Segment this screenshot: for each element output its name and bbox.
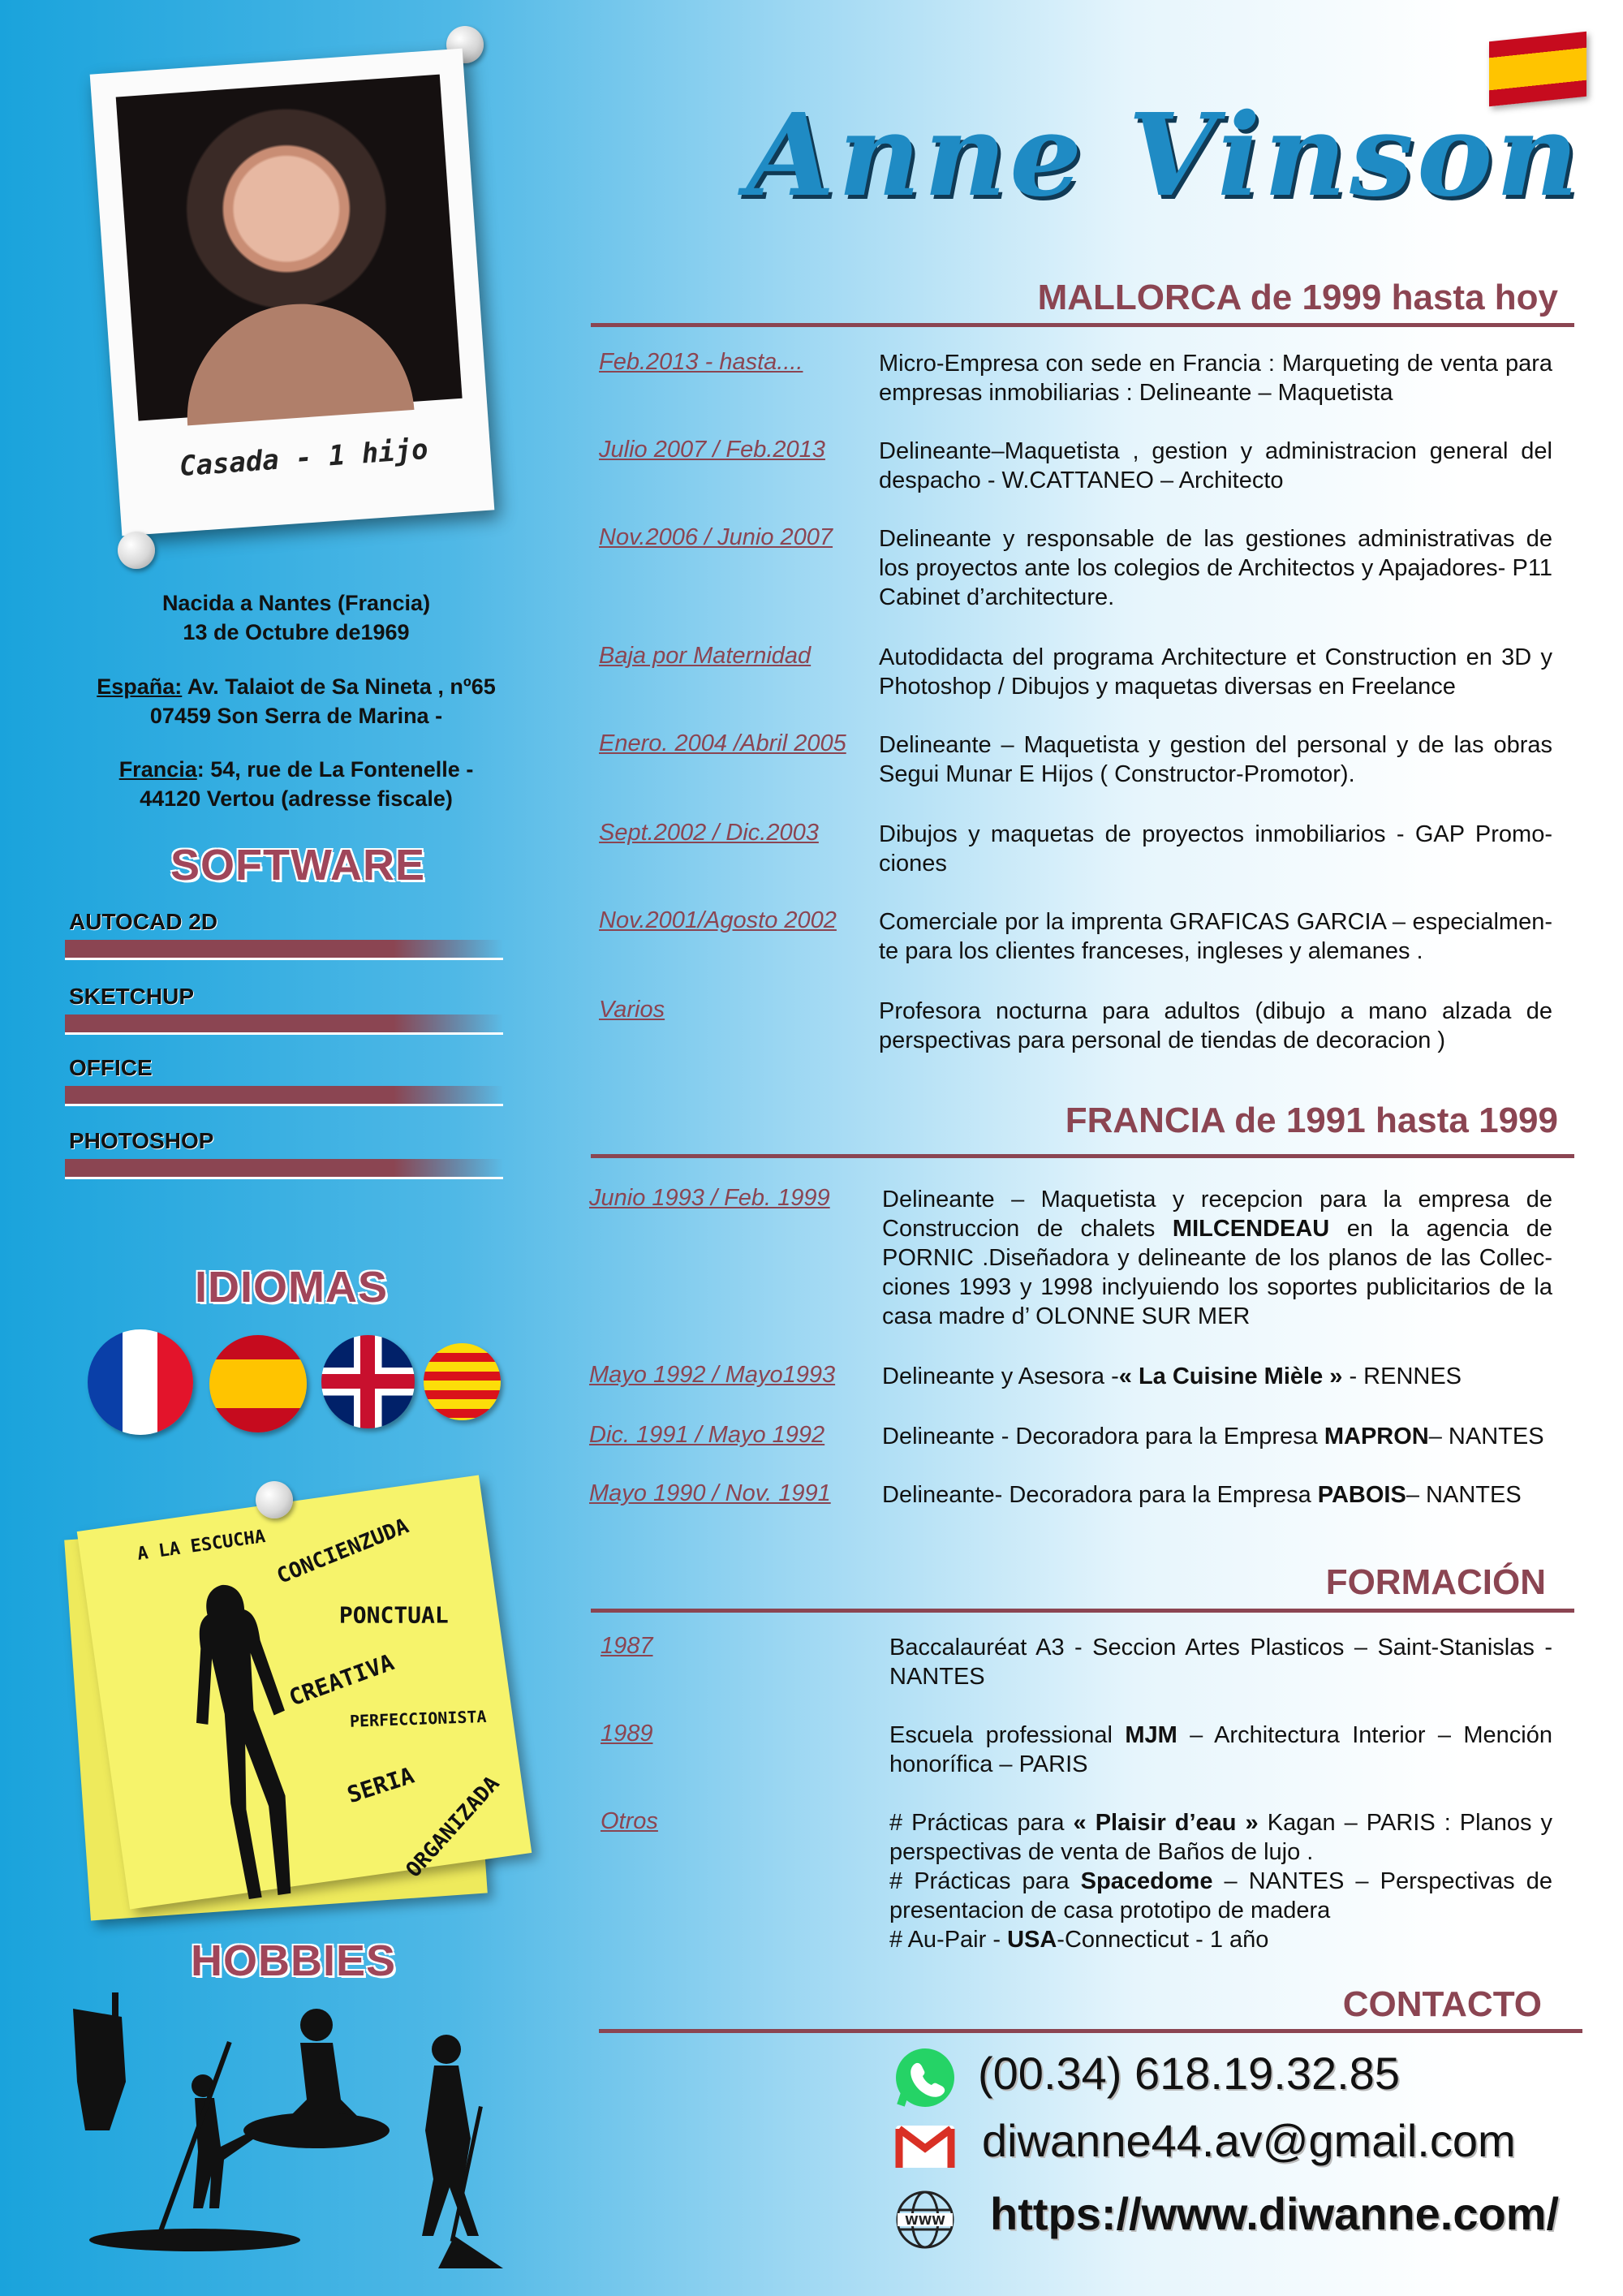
contacto-section-title: CONTACTO [1342,1984,1542,2024]
experience-description: Delineante – Maquetista y gestion del personal y de las obras Segui Munar E Hijos ( Constructor-Promotor). [879,732,1552,787]
experience-date: Nov.2001/Agosto 2002 [599,907,837,933]
france-address [32,755,560,813]
experience-date: Dic. 1991 / Mayo 1992 [589,1422,825,1448]
experience-date: Mayo 1992 / Mayo1993 [589,1362,836,1388]
education-description: Baccalauréat A3 - Seccion Artes Plasticos – Saint-Stanislas - NANTES [889,1635,1552,1690]
experience-description: Comerciale por la imprenta GRAFICAS GARCIA – especialmen-te para los clientes franceses, ingleses y alemanes . [879,909,1552,964]
formacion-section-title: FORMACIÓN [1325,1562,1546,1602]
section-divider [591,323,1574,327]
software-title: SOFTWARE [170,841,425,890]
otros-item: # Au-Pair - USA-Connecticut - 1 año [889,1927,1269,1953]
spain-flag-icon [209,1335,307,1432]
france-label: Francia [118,757,197,782]
experience-date: Sept.2002 / Dic.2003 [599,820,819,846]
trait-word: CREATIVA [285,1648,398,1712]
profile-photo [116,75,463,421]
hobbies-title: HOBBIES [191,1936,397,1985]
experience-description: Delineante y Asesora -« La Cuisine Mièle » - RENNES [882,1363,1462,1389]
www-label: WWW [905,2213,945,2228]
trait-word: PERFECCIONISTA [349,1706,487,1731]
languages-title: IDIOMAS [195,1263,389,1312]
spain-address-line2: 07459 Son Serra de Marina - [149,704,443,728]
spain-address [32,672,560,730]
trait-word: PONCTUAL [338,1601,449,1629]
france-address-line2: 44120 Vertou (adresse fiscale) [140,786,453,811]
hobbies-illustration [65,1992,519,2268]
experience-date: Junio 1993 / Feb. 1999 [589,1185,830,1211]
birth-date: 13 de Octubre de1969 [183,620,410,644]
trait-word: SERIA [343,1761,418,1809]
otros-item: # Prácticas para Spacedome – NANTES – Perspectivas de presentacion de casa prototipo de madera [889,1868,1552,1923]
spain-label: España: [97,674,183,699]
software-skill-bar [65,940,503,960]
experience-date: Feb.2013 - hasta.... [599,349,803,375]
photo-caption: Casada - 1 hijo [178,433,429,484]
experience-description: Micro-Empresa con sede en Francia : Marqueting de venta para empresas inmobiliarias : Delineante – Maquetista [879,351,1552,406]
otros-item: # Prácticas para « Plaisir d’eau » Kagan – PARIS : Planos y perspectivas de venta de Baños de lujo . [889,1810,1552,1865]
email-link[interactable]: diwanne44.av@gmail.com [982,2115,1516,2166]
hiking-icon [422,2035,503,2268]
gmail-icon [893,2122,958,2171]
software-skill-bar [65,1014,503,1035]
education-date: 1989 [601,1721,653,1747]
education-date: Otros [601,1808,658,1834]
experience-date: Enero. 2004 /Abril 2005 [599,730,846,756]
experience-description: Autodidacta del programa Architecture et Construction en 3D y Photoshop / Dibujos y maquetas diversas en Freelance [879,644,1552,700]
whatsapp-icon [893,2045,958,2110]
website-link[interactable]: https://www.diwanne.com/ [990,2188,1560,2239]
phone-number[interactable]: (00.34) 618.19.32.85 [978,2048,1400,2099]
experience-description: Delineante–Maquetista , gestion y administracion general del despacho - W.CATTANEO – Architecto [879,438,1552,493]
software-skill-bar [65,1086,503,1106]
section-divider [591,1609,1574,1613]
france-address-line1: : 54, rue de La Fontenelle - [196,757,474,782]
experience-description: Dibujos y maquetas de proyectos inmobiliarios - GAP Promo-ciones [879,821,1552,877]
pushpin-icon [118,532,155,569]
france-flag-icon [88,1329,193,1435]
experience-date: Julio 2007 / Feb.2013 [599,437,825,463]
profile-photo-frame [90,49,495,536]
software-skill-bar [65,1159,503,1179]
experience-description: Delineante- Decoradora para la Empresa PABOIS– NANTES [882,1482,1522,1508]
software-item-autocad: AUTOCAD 2D [69,909,218,934]
experience-description: Delineante – Maquetista y recepcion para la empresa de Construccion de chalets MILCENDEAU en la agencia de PORNIC .Diseñadora y delineante de los planos de las Collec-ciones 1993 y 1998 inclyuiendo los soportes publicitarios de la casa madre d’ OLONNE SUR MER [882,1187,1552,1329]
trait-header: A LA ESCUCHA [136,1526,267,1565]
trait-word: CONCIENZUDA [273,1514,412,1589]
trait-word: ORGANIZADA [401,1771,505,1883]
pushpin-icon [256,1481,293,1518]
education-description: Escuela professional MJM – Architectura Interior – Mención honorífica – PARIS [889,1722,1552,1777]
software-item-office: OFFICE [69,1055,153,1080]
birth-info [32,588,560,647]
education-date: 1987 [601,1633,653,1659]
experience-date: Baja por Maternidad [599,643,812,669]
candidate-name: Anne Vinson [747,89,1582,222]
spain-address-line1: Av. Talaiot de Sa Nineta , nº65 [182,674,496,699]
experience-description: Profesora nocturna para adultos (dibujo a mano alzada de perspectivas para personal de tiendas de decoracion ) [879,998,1552,1053]
yoga-icon [243,2009,390,2148]
experience-date: Nov.2006 / Junio 2007 [599,524,833,550]
cooking-icon [73,1992,126,2130]
education-otros-list [889,1808,1552,1954]
experience-description: Delineante y responsable de las gestiones administrativas de los proyectos ante los colegios de Architectos y Apajadores- P11 Cabinet d’architecture. [879,526,1552,610]
francia-section-title: FRANCIA de 1991 hasta 1999 [1065,1101,1558,1140]
software-item-photoshop: PHOTOSHOP [69,1128,214,1153]
experience-description: Delineante - Decoradora para la Empresa MAPRON– NANTES [882,1424,1544,1450]
uk-flag-icon [321,1335,415,1428]
software-item-sketchup: SKETCHUP [69,984,195,1009]
woman-silhouette-icon [159,1577,324,1907]
catalonia-flag-icon [424,1343,501,1420]
section-divider [591,1154,1574,1158]
section-divider [599,2029,1582,2033]
experience-date: Mayo 1990 / Nov. 1991 [589,1480,831,1506]
experience-date: Varios [599,997,665,1023]
mallorca-section-title: MALLORCA de 1999 hasta hoy [1037,278,1558,317]
traits-postit [77,1475,532,1909]
globe-icon [893,2187,958,2252]
birth-place: Nacida a Nantes (Francia) [161,591,431,615]
